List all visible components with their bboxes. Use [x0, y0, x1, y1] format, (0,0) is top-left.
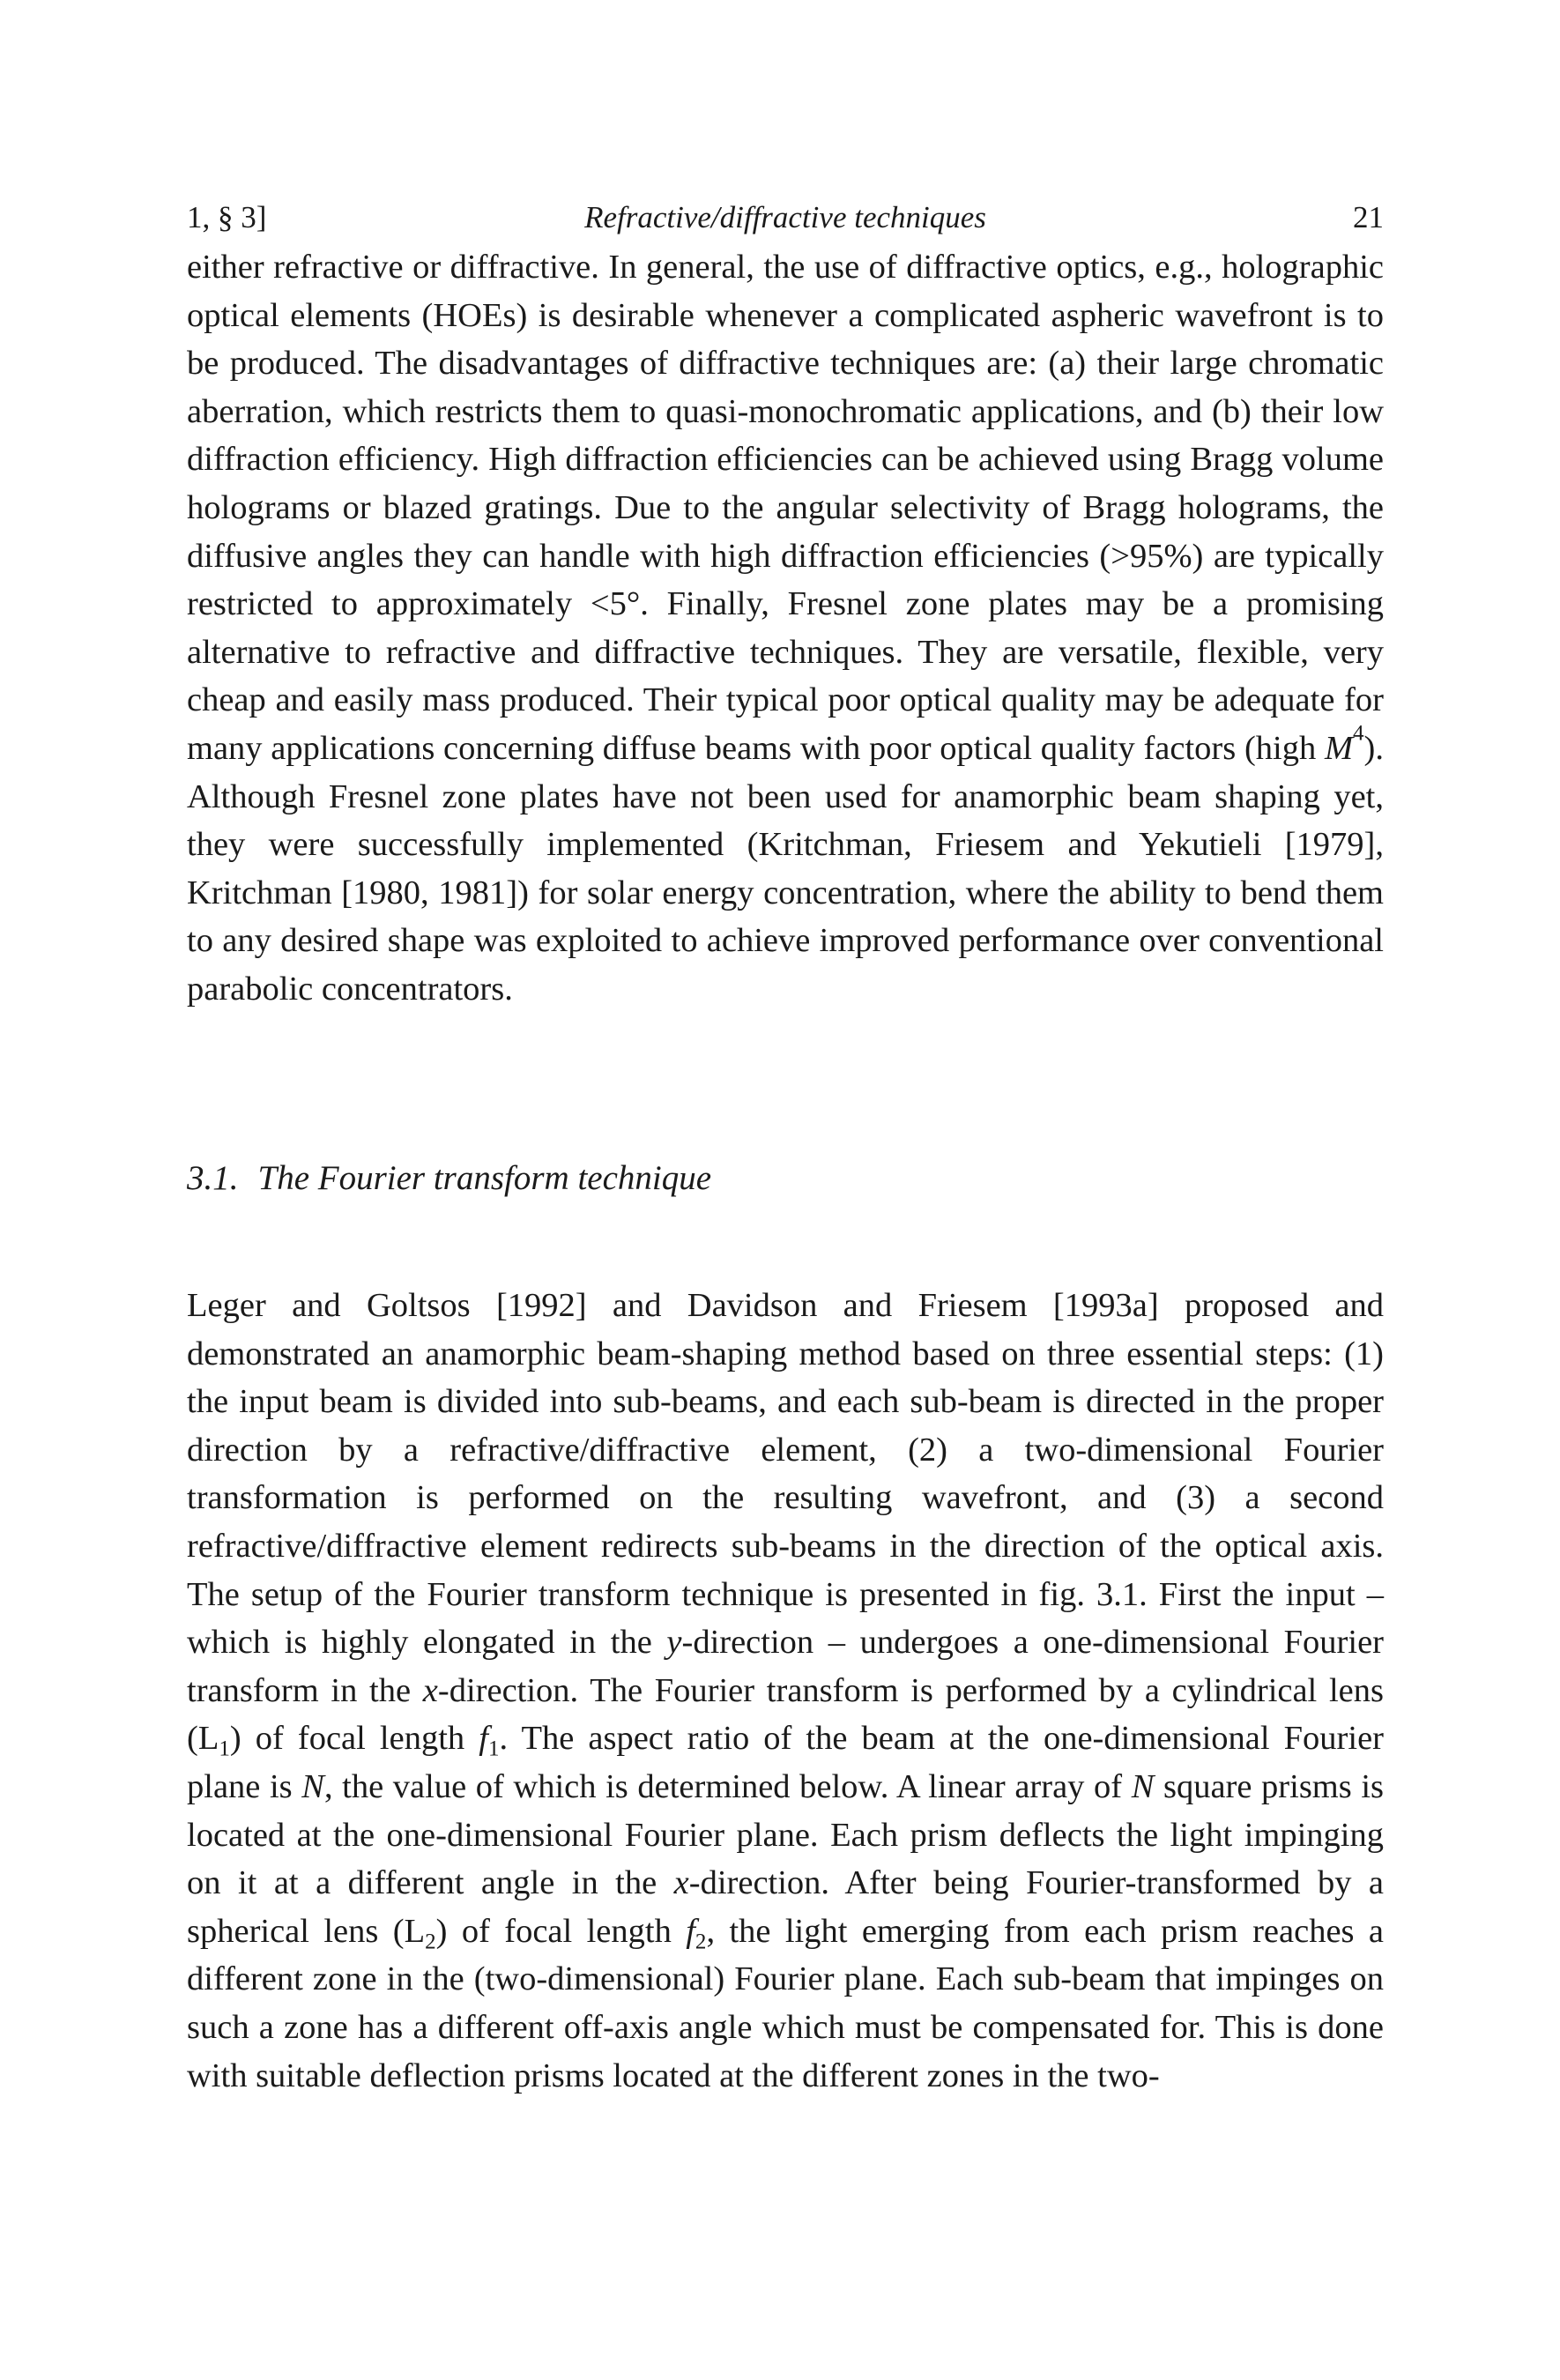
running-head	[187, 196, 1384, 240]
body-paragraph-1: either refractive or diffractive. In general, the use of diffractive optics, e.g., holographic optical elements (HOEs) is desirable whenever a complicated aspheric wavefront is to be produced. The disadvantages of diffractive techniques are: (a) their large chromatic aberration, which restricts them to quasi-monochromatic applications, and (b) their low diffraction efficiency. High diffraction efficiencies can be achieved using Bragg volume holograms or blazed gratings. Due to the angular selectivity of Bragg holograms, the diffusive angles they can handle with high diffraction efficiencies (>95%) are typically restricted to approximately <5°. Finally, Fresnel zone plates may be a promising alternative to refractive and diffractive techniques. They are versatile, flexible, very cheap and easily mass produced. Their typical poor optical quality may be adequate for many applications concerning diffuse beams with poor optical quality factors (high $M^4$). Although Fresnel zone plates have not been used for anamorphic beam shaping yet, they were successfully implemented (Kritchman, Friesem and Yekutieli [1979], Kritchman [1980, 1981]) for solar energy concentration, where the ability to bend them to any desired shape was exploited to achieve improved performance over conventional parabolic concentrators.	[187, 249, 1384, 1008]
book-page	[187, 0, 1384, 2380]
section-number: 3.1.	[187, 1159, 239, 1197]
body-paragraph-2: Leger and Goltsos [1992] and Davidson and Friesem [1993a] proposed and demonstrated an anamorphic beam-shaping method based on three essential steps: (1) the input beam is divided into sub-beams, and each sub-beam is directed in the proper direction by a refractive/diffractive element, (2) a two-dimensional Fourier transformation is performed on the resulting wavefront, and (3) a second refractive/diffractive element redirects sub-beams in the direction of the optical axis. The setup of the Fourier transform technique is presented in fig. 3.1. First the input – which is highly elongated in the y-direction – undergoes a one-dimensional Fourier transform in the x-direction. The Fourier transform is performed by a cylindrical lens $(L_1)$ of focal length $f_1$. The aspect ratio of the beam at the one-dimensional Fourier plane is N, the value of which is determined below. A linear array of N square prisms is located at the one-dimensional Fourier plane. Each prism deflects the light impinging on it at a different angle in the x-direction. After being Fourier-transformed by a spherical lens $(L_2)$ of focal length $f_2$, the light emerging from each prism reaches a different zone in the (two-dimensional) Fourier plane. Each sub-beam that impinges on such a zone has a different off-axis angle which must be compensated for. This is done with suitable deflection prisms located at the different zones in the two-	[187, 1287, 1384, 2094]
page-number: 21	[1353, 200, 1384, 234]
running-title: Refractive/diffractive techniques	[584, 200, 986, 234]
section-title: The Fourier transform technique	[257, 1159, 712, 1197]
chapter-section-ref: 1, § 3]	[187, 200, 267, 234]
section-heading	[187, 1155, 1384, 1202]
